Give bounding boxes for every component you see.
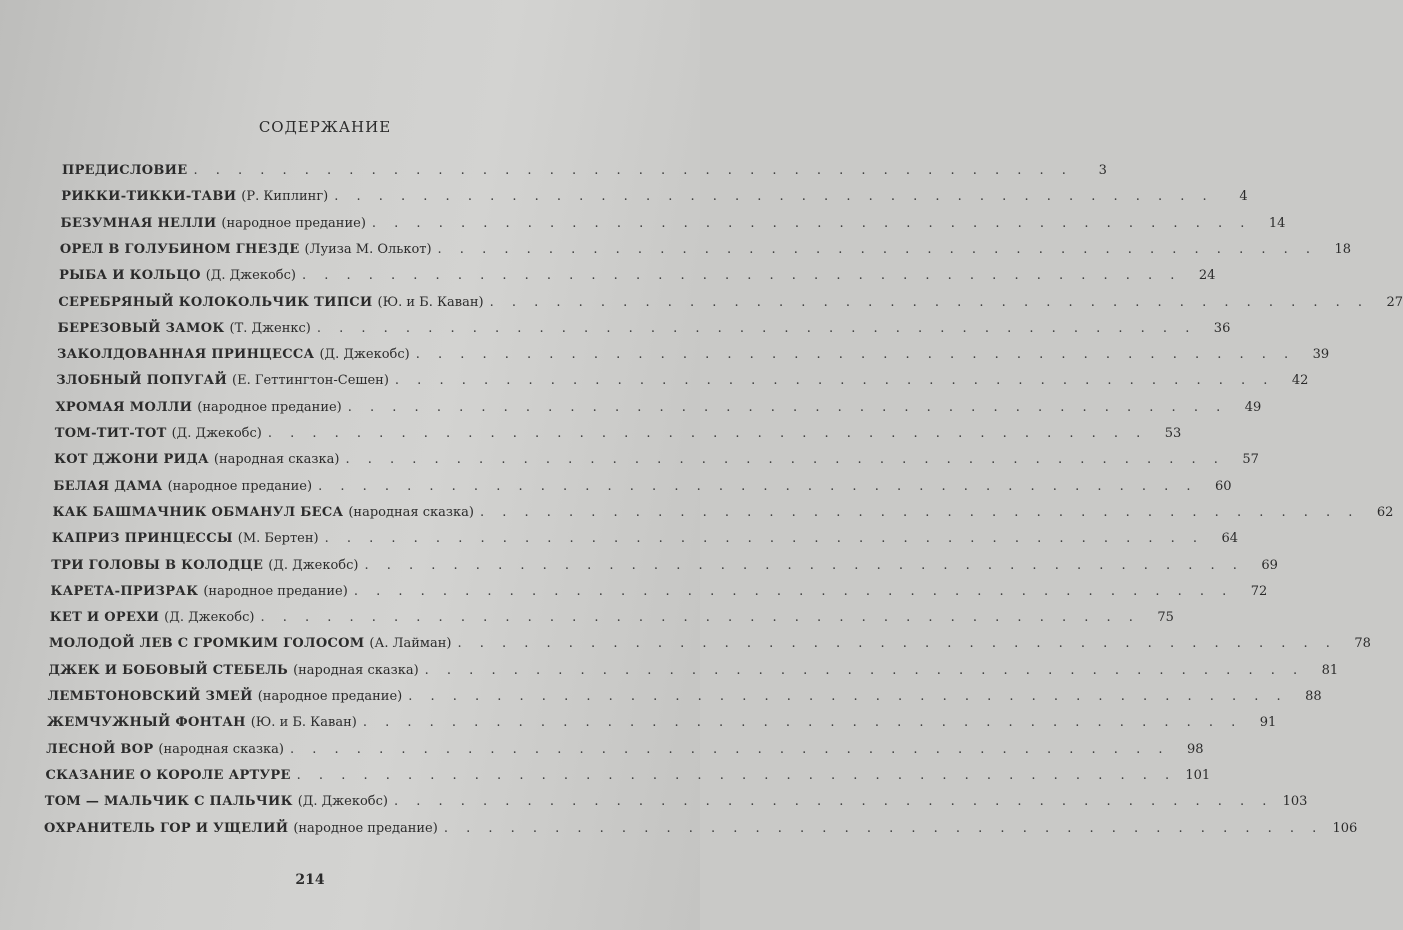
toc-entry	[46, 741, 1204, 757]
toc-entry-leader-dots: . . . . . . . . . . . . . . . . . . . . . . . . . . . . . . . . . . . . . . . .	[260, 610, 1140, 626]
toc-entry	[46, 715, 1277, 731]
page-title: СОДЕРЖАНИЕ	[258, 118, 392, 136]
page-number: 214	[295, 872, 325, 888]
toc-entry	[51, 531, 1239, 547]
toc-entry-leader-dots: . . . . . . . . . . . . . . . . . . . . . . . . . . . . . . . . . . . . . . . .	[479, 504, 1360, 520]
toc-entry-title: КАК БАШМАЧНИК ОБМАНУЛ БЕСА	[52, 504, 344, 520]
toc-entry-page: 101	[1185, 767, 1211, 783]
toc-entry-author: (Д. Джекобс)	[164, 610, 255, 626]
toc-entry-page: 81	[1321, 662, 1339, 678]
toc-entry-leader-dots: . . . . . . . . . . . . . . . . . . . . . . . . . . . . . . . . . . . . . . . .	[290, 741, 1170, 757]
toc-entry-title: МОЛОДОЙ ЛЕВ С ГРОМКИМ ГОЛОСОМ	[49, 636, 365, 652]
toc-entry-leader-dots: . . . . . . . . . . . . . . . . . . . . . . . . . . . . . . . . . . . . . . . .	[415, 347, 1296, 363]
toc-entry-title: ЛЕМБТОНОВСКИЙ ЗМЕЙ	[47, 689, 253, 704]
toc-entry-page: 88	[1305, 689, 1322, 704]
toc-entry	[53, 478, 1232, 494]
toc-entry	[56, 347, 1330, 363]
toc-entry-title: РЫБА И КОЛЬЦО	[59, 268, 201, 284]
toc-entry-leader-dots: . . . . . . . . . . . . . . . . . . . . . . . . . . . . . . . . . . . . . . . .	[324, 531, 1205, 547]
toc-entry-title: КАПРИЗ ПРИНЦЕССЫ	[51, 531, 233, 547]
toc-entry	[49, 610, 1174, 626]
toc-entry	[59, 241, 1352, 257]
toc-entry-page: 42	[1291, 373, 1309, 389]
toc-entry-page: 4	[1239, 189, 1248, 205]
toc-entry-page: 36	[1213, 320, 1231, 336]
toc-entry-page: 49	[1244, 399, 1262, 415]
toc-entry-page: 78	[1354, 636, 1371, 652]
toc-entry	[51, 557, 1278, 573]
toc-entry	[59, 268, 1216, 284]
toc-entry	[58, 294, 1403, 310]
toc-entry-page: 64	[1221, 531, 1239, 547]
toc-entry	[45, 767, 1211, 783]
toc-entry-page: 60	[1215, 478, 1232, 494]
toc-entry-page: 75	[1157, 610, 1174, 626]
toc-entry-page: 27	[1386, 294, 1403, 310]
toc-entry-page: 98	[1186, 741, 1204, 757]
toc-entry-title: СЕРЕБРЯНЫЙ КОЛОКОЛЬЧИК ТИПСИ	[58, 294, 373, 310]
toc-entry	[50, 583, 1268, 599]
toc-entry-leader-dots: . . . . . . . . . . . . . . . . . . . . . . . . . . . . . . . . . . . . . . . .	[296, 767, 1177, 783]
toc-entry-author: (Р. Киплинг)	[241, 189, 329, 205]
toc-entry-page: 106	[1332, 820, 1358, 836]
toc-entry-author: (Д. Джекобс)	[171, 426, 262, 441]
toc-entry-title: ОРЕЛ В ГОЛУБИНОМ ГНЕЗДЕ	[59, 241, 300, 257]
toc-entry-author: (народное предание)	[221, 215, 366, 231]
toc-entry-title: ОХРАНИТЕЛЬ ГОР И УЩЕЛИЙ	[44, 820, 289, 836]
toc-entry-author: (М. Бертен)	[237, 531, 319, 547]
toc-entry-leader-dots: . . . . . . . . . . . . . . . . . . . . . . . . . . . . . . . . . . . . . . . .	[371, 215, 1252, 231]
toc-entry-title: КАРЕТА-ПРИЗРАК	[50, 583, 199, 599]
toc-entry	[54, 452, 1259, 468]
toc-entry	[60, 215, 1286, 231]
toc-entry-author: (народная сказка)	[348, 504, 474, 520]
toc-entry-leader-dots: . . . . . . . . . . . . . . . . . . . . . . . . . . . . . . . . . . . . . . . .	[457, 636, 1337, 652]
toc-entry-leader-dots: . . . . . . . . . . . . . . . . . . . . . . . . . . . . . . . . . . . . . . . .	[345, 452, 1225, 468]
toc-entry-leader-dots: . . . . . . . . . . . . . . . . . . . . . . . . . . . . . . . . . . . . . . . .	[394, 373, 1275, 389]
toc-entry	[44, 820, 1358, 836]
toc-entry-author: (Д. Джекобс)	[268, 557, 359, 573]
toc-entry-page: 24	[1198, 268, 1216, 284]
toc-entry-leader-dots: . . . . . . . . . . . . . . . . . . . . . . . . . . . . . . . . . . . . . . . .	[489, 294, 1370, 310]
toc-entry-title: ТОМ-ТИТ-ТОТ	[54, 426, 167, 441]
toc-entry-title: КЕТ И ОРЕХИ	[49, 610, 160, 626]
toc-entry-title: ЛЕСНОЙ ВОР	[46, 741, 154, 757]
toc-entry-leader-dots: . . . . . . . . . . . . . . . . . . . . . . . . . . . . . . . . . . . . . . . .	[267, 426, 1148, 441]
toc-entry-title: БЕРЕЗОВЫЙ ЗАМОК	[57, 320, 225, 336]
toc-entry-leader-dots: . . . . . . . . . . . . . . . . . . . . . . . . . . . . . . . . . . . . . . . .	[393, 794, 1274, 810]
toc-entry-author: (Луиза М. Олькот)	[304, 241, 432, 257]
toc-entry-author: (народное предание)	[197, 399, 342, 415]
toc-entry-author: (Д. Джекобс)	[297, 794, 388, 810]
toc-entry-author: (Ю. и Б. Каван)	[250, 715, 357, 731]
toc-entry-page: 14	[1268, 215, 1286, 231]
toc-entry-author: (Ю. и Б. Каван)	[377, 294, 484, 310]
toc-entry-title: ДЖЕК И БОБОВЫЙ СТЕБЕЛЬ	[48, 662, 289, 678]
toc-entry-title: ЗАКОЛДОВАННАЯ ПРИНЦЕССА	[56, 347, 315, 363]
toc-entry	[52, 504, 1394, 520]
toc-entry-leader-dots: . . . . . . . . . . . . . . . . . . . . . . . . . . . . . . . . . . . . . . . .	[443, 820, 1324, 836]
toc-entry-leader-dots: . . . . . . . . . . . . . . . . . . . . . . . . . . . . . . . . . . . . . . . .	[334, 189, 1214, 205]
toc-entry-page: 18	[1334, 241, 1352, 257]
toc-entry-author: (Т. Дженкс)	[229, 320, 311, 336]
toc-entry	[55, 399, 1262, 415]
toc-entry-title: КОТ ДЖОНИ РИДА	[54, 452, 209, 468]
toc-entry-leader-dots: . . . . . . . . . . . . . . . . . . . . . . . . . . . . . . . . . . . . . . . .	[318, 478, 1198, 494]
toc-entry-title: ТРИ ГОЛОВЫ В КОЛОДЦЕ	[51, 557, 264, 573]
toc-entry	[57, 320, 1231, 336]
toc-entry-leader-dots: . . . . . . . . . . . . . . . . . . . . . . . . . . . . . . . . . . . . . . . .	[362, 715, 1243, 731]
toc-entry-author: (народная сказка)	[293, 662, 419, 678]
toc-entry	[48, 662, 1339, 678]
toc-entry-page: 91	[1259, 715, 1277, 731]
toc-entry-page: 72	[1250, 583, 1268, 599]
toc-entry-leader-dots: . . . . . . . . . . . . . . . . . . . . . . . . . . . . . . . . . . . . . . . .	[437, 241, 1318, 257]
toc-entry-leader-dots: . . . . . . . . . . . . . . . . . . . . . . . . . . . . . . . . . . . . . . . .	[408, 689, 1288, 704]
toc-entry	[56, 373, 1309, 389]
toc-entry-author: (Д. Джекобс)	[205, 268, 296, 284]
toc-entry-page: 62	[1376, 504, 1394, 520]
toc-entry-leader-dots: . . . . . . . . . . . . . . . . . . . . . . . . . . . . . . . . . . . . . . . .	[353, 583, 1234, 599]
toc-entry-author: (народное предание)	[293, 820, 438, 836]
toc-entry-page: 57	[1242, 452, 1259, 468]
toc-entry-author: (Е. Геттингтон-Сешен)	[232, 373, 389, 389]
toc-entry	[49, 636, 1371, 652]
toc-entry	[62, 163, 1107, 178]
toc-entry-author: (народное предание)	[167, 478, 313, 494]
toc-entry-title: ПРЕДИСЛОВИЕ	[62, 163, 188, 178]
toc-entry-title: ЗЛОБНЫЙ ПОПУГАЙ	[56, 373, 228, 389]
toc-entry-page: 69	[1261, 557, 1278, 573]
toc-entry-title: СКАЗАНИЕ О КОРОЛЕ АРТУРЕ	[45, 767, 291, 783]
toc-entry-page: 3	[1098, 163, 1107, 178]
toc-entry-title: БЕЗУМНАЯ НЕЛЛИ	[60, 215, 217, 231]
toc-entry-title: ЖЕМЧУЖНЫЙ ФОНТАН	[46, 715, 246, 731]
toc-entry-title: ТОМ — МАЛЬЧИК С ПАЛЬЧИК	[44, 794, 293, 810]
toc-entry-author: (народная сказка)	[213, 452, 340, 468]
toc-entry-title: БЕЛАЯ ДАМА	[53, 478, 163, 494]
toc-entry	[54, 426, 1182, 441]
toc-entry-title: ХРОМАЯ МОЛЛИ	[55, 399, 193, 415]
toc-entry-author: (народная сказка)	[158, 741, 285, 757]
toc-entry-page: 103	[1282, 794, 1308, 810]
toc-entry-leader-dots: . . . . . . . . . . . . . . . . . . . . . . . . . . . . . . . . . . . . . . . .	[347, 399, 1228, 415]
toc-entry-author: (Д. Джекобс)	[319, 347, 410, 363]
toc-entry-author: (народное предание)	[257, 689, 403, 704]
toc-entry-leader-dots: . . . . . . . . . . . . . . . . . . . . . . . . . . . . . . . . . . . . . . . .	[193, 163, 1073, 178]
toc-entry-leader-dots: . . . . . . . . . . . . . . . . . . . . . . . . . . . . . . . . . . . . . . . .	[424, 662, 1305, 678]
toc-entry	[44, 794, 1308, 810]
toc-entry-leader-dots: . . . . . . . . . . . . . . . . . . . . . . . . . . . . . . . . . . . . . . . .	[364, 557, 1244, 573]
toc-entry-title: РИККИ-ТИККИ-ТАВИ	[61, 189, 237, 205]
toc-entry	[47, 689, 1322, 704]
toc-entry-page: 53	[1164, 426, 1182, 441]
toc-entry-author: (народное предание)	[203, 583, 348, 599]
toc-entry-leader-dots: . . . . . . . . . . . . . . . . . . . . . . . . . . . . . . . . . . . . . . . .	[301, 268, 1182, 284]
toc-entry	[61, 189, 1248, 205]
toc-entry-leader-dots: . . . . . . . . . . . . . . . . . . . . . . . . . . . . . . . . . . . . . . . .	[316, 320, 1197, 336]
toc-entry-author: (А. Лайман)	[369, 636, 452, 652]
toc-entry-page: 39	[1312, 347, 1330, 363]
